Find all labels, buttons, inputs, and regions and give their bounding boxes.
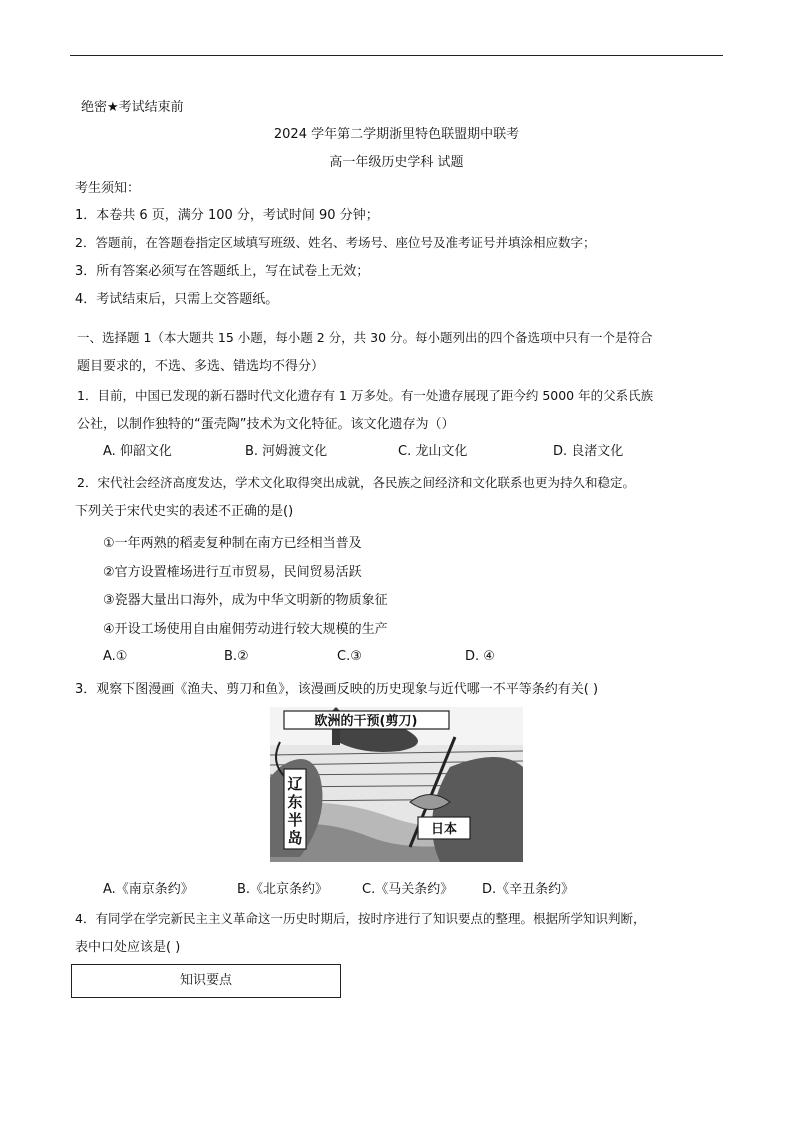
q1-stem: 1．目前，中国已发现的新石器时代文化遗存有 1 万多处。有一处遗存展现了距今约 5000 年的父系氏族 [77, 388, 654, 403]
cartoon-fisherman-scissors-fish [270, 707, 523, 862]
q2-statement: ②官方设置榷场进行互市贸易，民间贸易活跃 [103, 565, 362, 580]
q1-stem-cont: 公社，以制作独特的“蛋壳陶”技术为文化特征。该文化遗存为（） [77, 417, 455, 432]
q2-stem-cont: 下列关于宋代史实的表述不正确的是() [75, 504, 294, 519]
q1-option-d: D. 良渚文化 [553, 444, 624, 459]
cartoon-left-label-char: 东 [287, 793, 303, 811]
notice-heading: 考生须知： [75, 181, 141, 196]
q2-statement: ③瓷器大量出口海外，成为中华文明新的物质象征 [103, 593, 388, 608]
cartoon-left-label-char: 半 [287, 811, 303, 829]
q2-stem: 2．宋代社会经济高度发达，学术文化取得突出成就，各民族之间经济和文化联系也更为持久和稳定。 [77, 475, 635, 490]
notice-item: 4．考试结束后，只需上交答题纸。 [75, 292, 279, 307]
knowledge-table-header-label: 知识要点 [179, 973, 232, 988]
q3-option-a: A.《南京条约》 [103, 882, 194, 897]
notice-item: 2．答题前，在答题卷指定区域填写班级、姓名、考场号、座位号及准考证号并填涂相应数字； [75, 235, 596, 250]
knowledge-table-header [71, 964, 341, 998]
q3-option-d: D.《辛丑条约》 [482, 882, 575, 897]
cartoon-right-label: 日本 [430, 822, 458, 837]
notice-item: 1．本卷共 6 页，满分 100 分，考试时间 90 分钟； [75, 208, 379, 223]
notice-item: 3．所有答案必须写在答题纸上，写在试卷上无效； [75, 264, 370, 279]
section-heading: 一、选择题 1（本大题共 15 小题，每小题 2 分，共 30 分。每小题列出的四个备选项中只有一个是符合 [77, 330, 653, 345]
q2-option-b: B.② [224, 649, 249, 664]
exam-title: 2024 学年第二学期浙里特色联盟期中联考 [273, 127, 520, 142]
q2-option-a: A.① [103, 649, 128, 664]
q1-option-b: B. 河姆渡文化 [245, 444, 328, 459]
cartoon-banner: 欧洲的干预(剪刀) [314, 714, 418, 729]
q1-option-c: C. 龙山文化 [398, 444, 468, 459]
q2-statement: ④开设工场使用自由雇佣劳动进行较大规模的生产 [103, 622, 388, 637]
subject-title: 高一年级历史学科 试题 [329, 155, 464, 170]
q3-option-c: C.《马关条约》 [362, 882, 454, 897]
q1-option-a: A. 仰韶文化 [103, 444, 172, 459]
cartoon-left-label-char: 岛 [287, 829, 303, 847]
section-heading-cont: 题目要求的，不选、多选、错选均不得分） [77, 359, 325, 374]
q2-option-d: D. ④ [465, 649, 495, 664]
q3-option-b: B.《北京条约》 [237, 882, 329, 897]
q2-statement: ①一年两熟的稻麦复种制在南方已经相当普及 [103, 536, 362, 551]
q2-option-c: C.③ [337, 649, 362, 664]
q4-stem: 4．有同学在学完新民主主义革命这一历史时期后，按时序进行了知识要点的整理。根据所学知识判断， [75, 911, 646, 926]
secret-mark: 绝密★考试结束前 [81, 100, 184, 115]
q4-stem-cont: 表中口处应该是( ) [75, 940, 181, 955]
q3-stem: 3．观察下图漫画《渔夫、剪刀和鱼》，该漫画反映的历史现象与近代哪一不平等条约有关( ) [75, 682, 599, 697]
top-rule [70, 55, 723, 56]
cartoon-left-label-char: 辽 [287, 775, 303, 793]
